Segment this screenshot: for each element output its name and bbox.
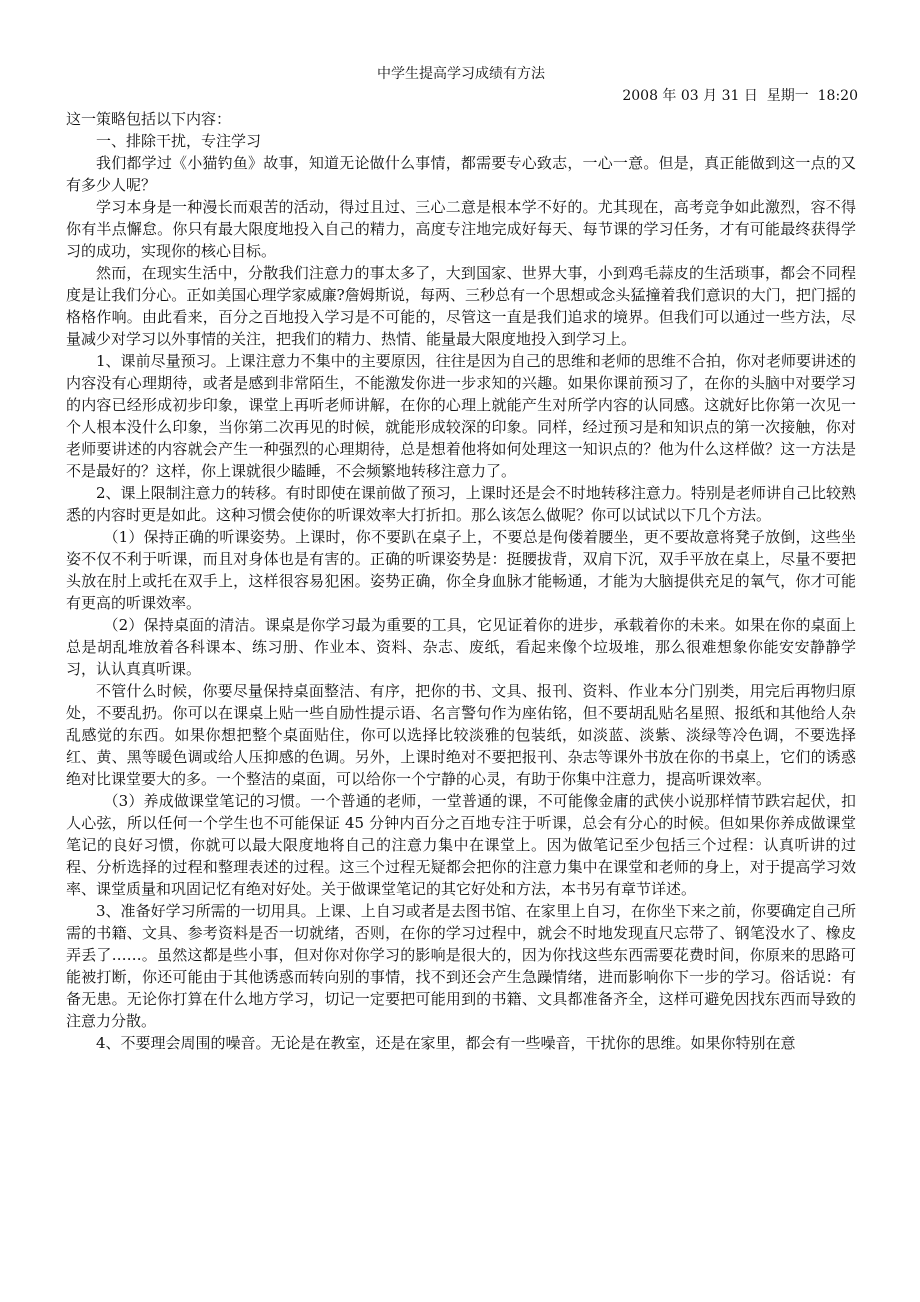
body-paragraph: 我们都学过《小猫钓鱼》故事，知道无论做什么事情，都需要专心致志，一心一意。但是，真正能做到这一点的又有多少人呢？ — [66, 154, 856, 194]
section-heading: 一、排除干扰，专注学习 — [96, 132, 262, 150]
document-date: 2008 年 03 月 31 日 星期一 18:20 — [622, 88, 858, 104]
body-paragraph: 然而，在现实生活中，分散我们注意力的事太多了，大到国家、世界大事，小到鸡毛蒜皮的生活琐事，都会不同程度是让我们分心。正如美国心理学家威廉?詹姆斯说，每两、三秒总有一个思想或念头猛撞着我们意识的大门，把门摇的格格作响。由此看来，百分之百地投入学习是不可能的，尽管这一直是我们追求的境界。但我们可以通过一些方法，尽量减少对学习以外事情的关注，把我们的精力、热情、能量最大限度地投入到学习上。 — [66, 264, 856, 348]
body-paragraph: 2、课上限制注意力的转移。有时即使在课前做了预习，上课时还是会不时地转移注意力。特别是老师讲自己比较熟悉的内容时更是如此。这种习惯会使你的听课效率大打折扣。那么该怎么做呢？你可以试试以下几个方法。 — [66, 484, 856, 524]
intro-paragraph: 这一策略包括以下内容： — [66, 110, 232, 128]
body-paragraph: 1、课前尽量预习。上课注意力不集中的主要原因，往往是因为自己的思维和老师的思维不合拍，你对老师要讲述的内容没有心理期待，或者是感到非常陌生，不能激发你进一步求知的兴趣。如果你课前预习了，在你的头脑中对要学习的内容已经形成初步印象，课堂上再听老师讲解，在你的心理上就能产生对所学内容的认同感。这就好比你第一次见一个人根本没什么印象，当你第二次再见的时候，就能形成较深的印象。同样，经过预习是和知识点的第一次接触，你对老师要讲述的内容就会产生一种强烈的心理期待，总是想着他将如何处理这一知识点的？他为什么这样做？这一方法是不是最好的？这样，你上课就很少瞌睡，不会频繁地转移注意力了。 — [66, 352, 856, 480]
document-body — [66, 108, 856, 1054]
document-title: 中学生提高学习成绩有方法 — [377, 66, 545, 82]
body-paragraph: （2）保持桌面的清洁。课桌是你学习最为重要的工具，它见证着你的进步，承载着你的未来。如果在你的桌面上总是胡乱堆放着各科课本、练习册、作业本、资料、杂志、废纸，看起来像个垃圾堆，那么很难想象你能安安静静学习，认认真真听课。 — [66, 616, 856, 678]
body-paragraph: 学习本身是一种漫长而艰苦的活动，得过且过、三心二意是根本学不好的。尤其现在，高考竞争如此激烈，容不得你有半点懈怠。你只有最大限度地投入自己的精力，高度专注地完成好每天、每节课的学习任务，才有可能最终获得学习的成功，实现你的核心目标。 — [66, 198, 856, 260]
body-paragraph: 不管什么时候，你要尽量保持桌面整洁、有序，把你的书、文具、报刊、资料、作业本分门别类，用完后再物归原处，不要乱扔。你可以在课桌上贴一些自励性提示语、名言警句作为座佑铭，但不要胡乱贴名星照、报纸和其他给人杂乱感觉的东西。如果你想把整个桌面贴住，你可以选择比较淡雅的包装纸，如淡蓝、淡紫、淡绿等冷色调，不要选择红、黄、黑等暖色调或给人压抑感的色调。另外，上课时绝对不要把报刊、杂志等课外书放在你的书桌上，它们的诱惑绝对比课堂要大的多。一个整洁的桌面，可以给你一个宁静的心灵，有助于你集中注意力，提高听课效率。 — [66, 682, 856, 788]
body-paragraph: （3）养成做课堂笔记的习惯。一个普通的老师，一堂普通的课，不可能像金庸的武侠小说那样情节跌宕起伏，扣人心弦，所以任何一个学生也不可能保证 45 分钟内百分之百地专注于听课，总会有分心的时候。但如果你养成做课堂笔记的良好习惯，你就可以最大限度地将自己的注意力集中在课堂上。因为做笔记至少包括三个过程：认真听讲的过程、分析选择的过程和整理表述的过程。这三个过程无疑都会把你的注意力集中在课堂和老师的身上，对于提高学习效率、课堂质量和巩固记忆有绝对好处。关于做课堂笔记的其它好处和方法，本书另有章节详述。 — [66, 792, 856, 898]
body-paragraph: （1）保持正确的听课姿势。上课时，你不要趴在桌子上，不要总是佝偻着腰坐，更不要故意将凳子放倒，这些坐姿不仅不利于听课，而且对身体也是有害的。正确的听课姿势是：挺腰拔背，双肩下沉，双手平放在桌上，尽量不要把头放在肘上或托在双手上，这样很容易犯困。姿势正确，你全身血脉才能畅通，才能为大脑提供充足的氧气，你才可能有更高的听课效率。 — [66, 528, 856, 612]
body-paragraph: 3、准备好学习所需的一切用具。上课、上自习或者是去图书馆、在家里上自习，在你坐下来之前，你要确定自己所需的书籍、文具、参考资料是否一切就绪，否则，在你的学习过程中，就会不时地发现直尺忘带了、钢笔没水了、橡皮弄丢了……。虽然这都是些小事，但对你对你学习的影响是很大的，因为你找这些东西需要花费时间，你原来的思路可能被打断，你还可能由于其他诱惑而转向别的事情，找不到还会产生急躁情绪，进而影响你下一步的学习。俗话说：有备无患。无论你打算在什么地方学习，切记一定要把可能用到的书籍、文具都准备齐全，这样可避免因找东西而导致的注意力分散。 — [66, 902, 856, 1030]
body-paragraph: 4、不要理会周围的噪音。无论是在教室，还是在家里，都会有一些噪音，干扰你的思维。如果你特别在意 — [96, 1034, 796, 1052]
